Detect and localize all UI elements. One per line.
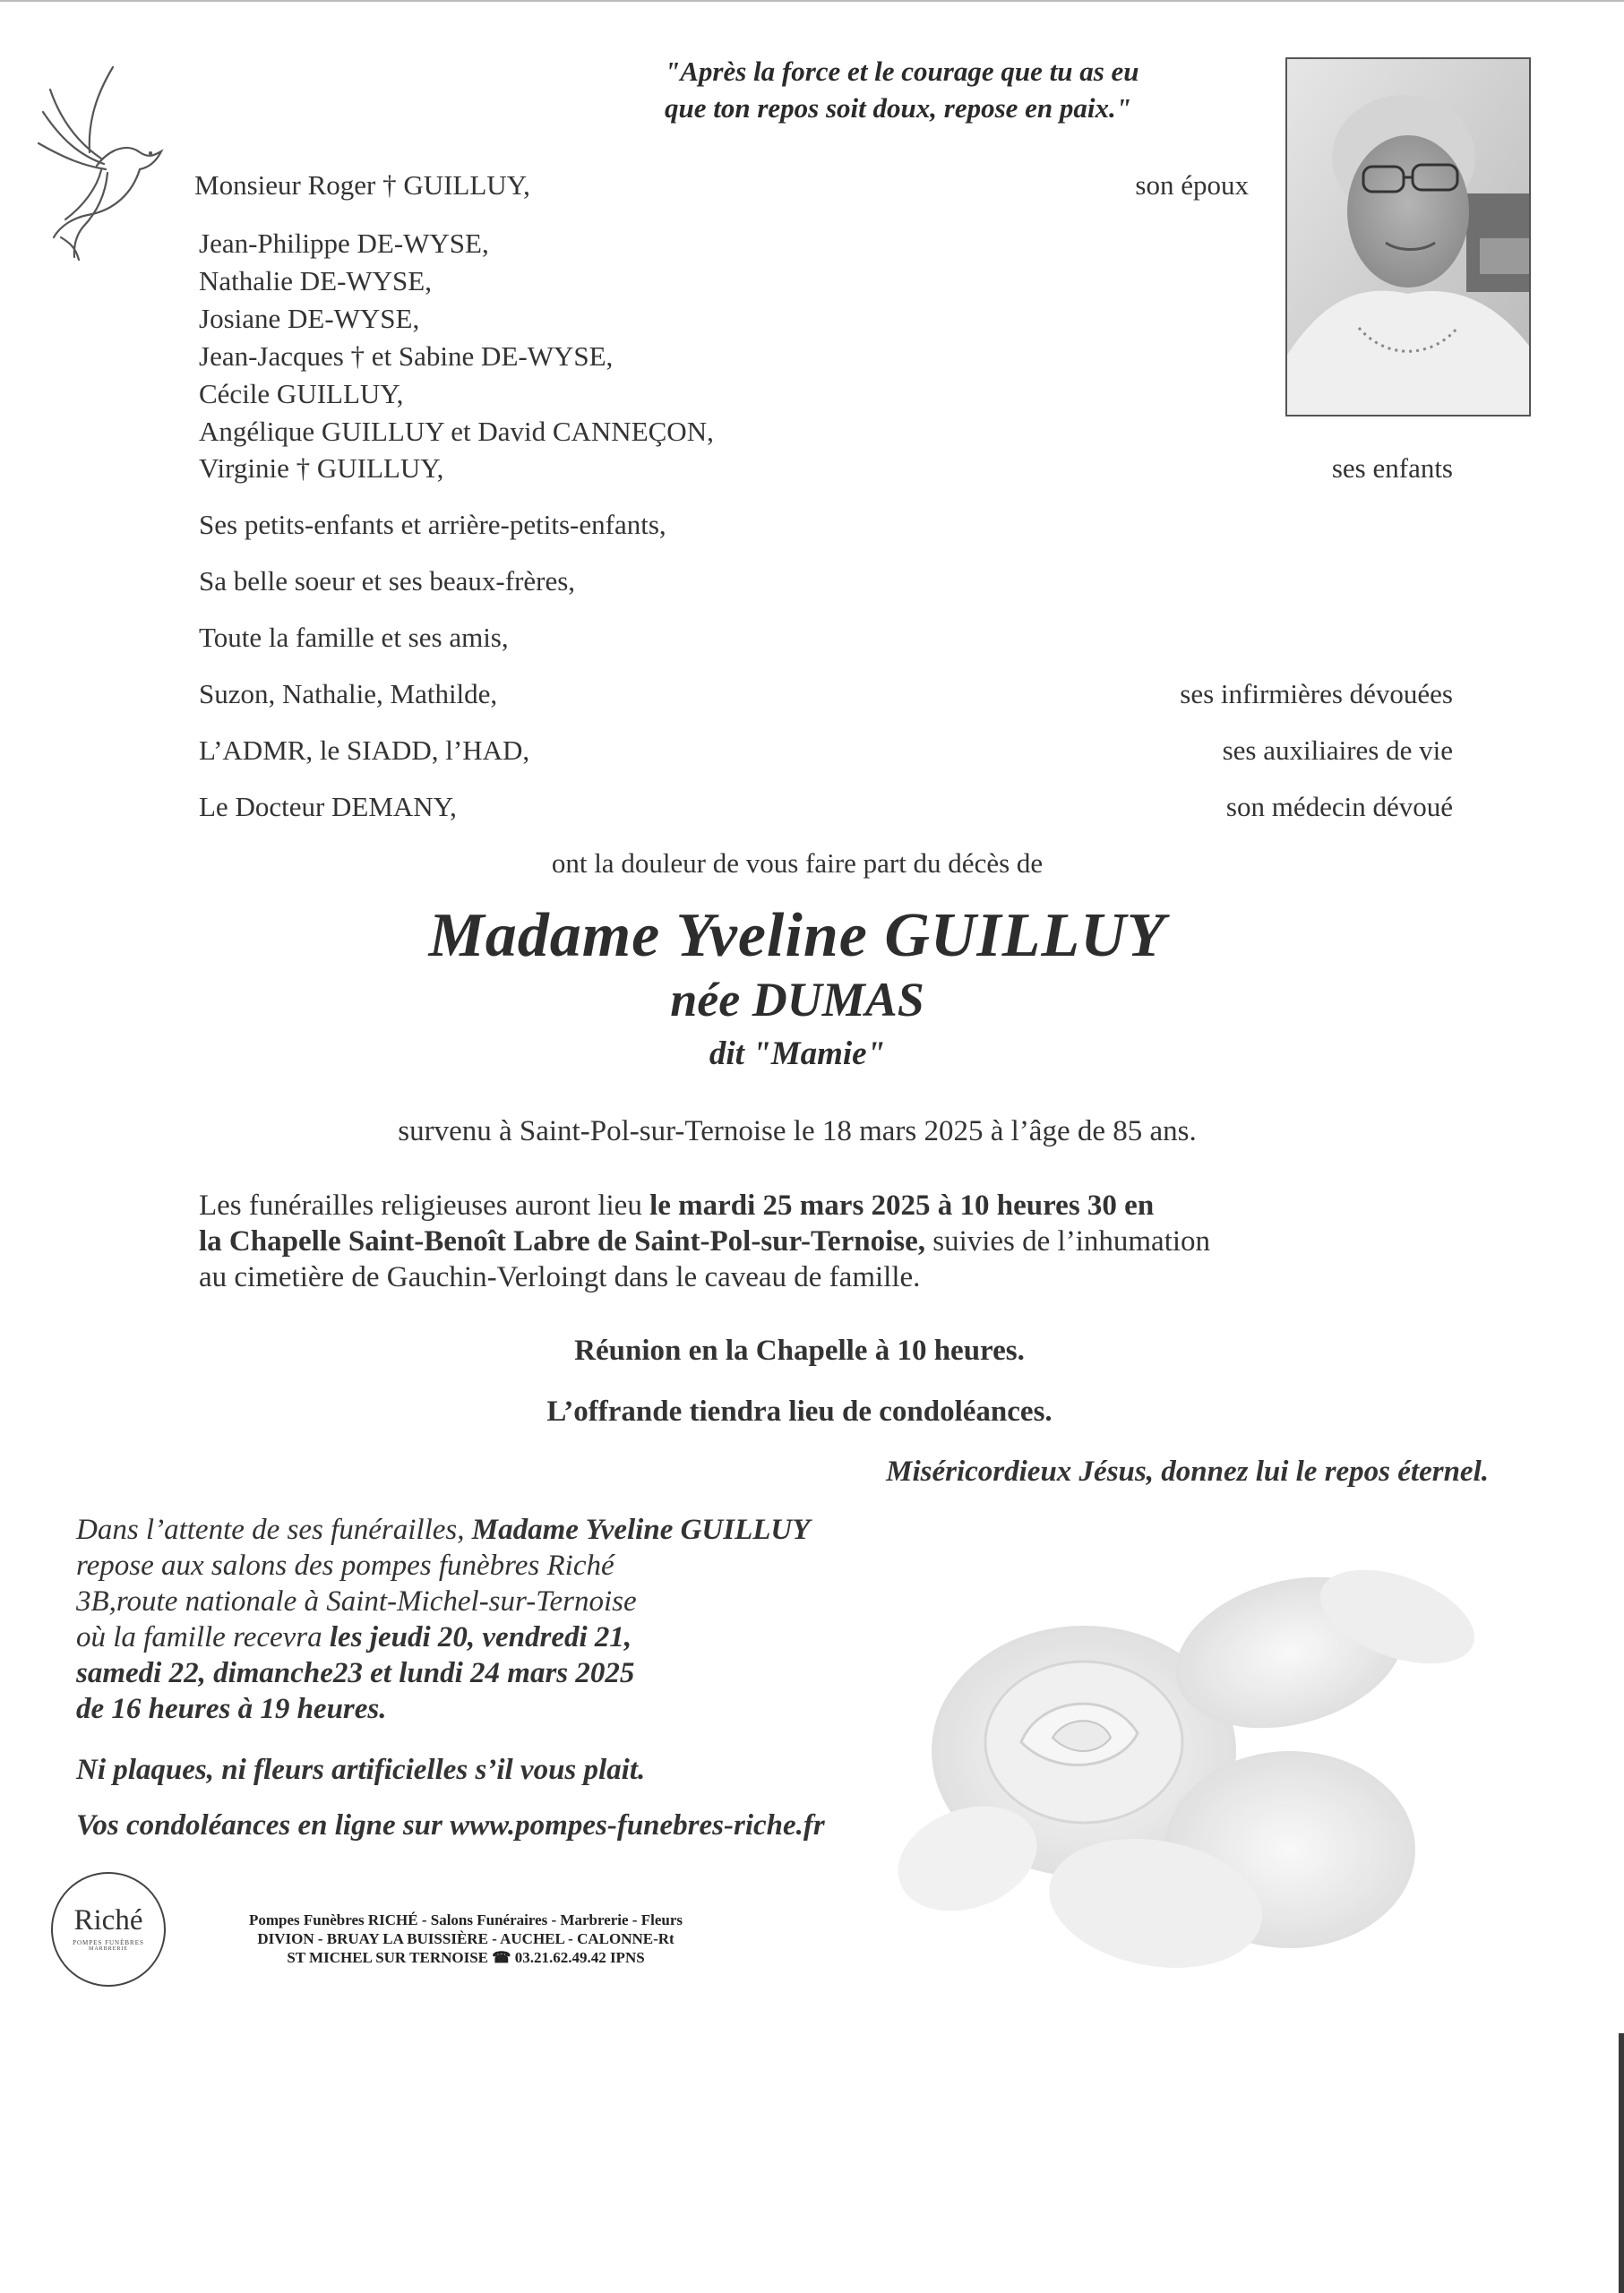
visitation-line-4-text: où la famille recevra — [76, 1621, 330, 1653]
family-name-5: Jean-Jacques † et Sabine DE-WYSE, — [199, 340, 614, 372]
family-relation-helpers: ses auxiliaires de vie — [1222, 734, 1453, 766]
funeral-line-2 — [199, 1225, 1210, 1258]
logo-subtitle-1: POMPES FUNÈBRES — [73, 1939, 144, 1946]
footer-line-1: Pompes Funèbres RICHÉ - Salons Funéraires - Marbrerie - Fleurs — [249, 1911, 683, 1928]
announcement: ont la douleur de vous faire part du décès de — [551, 847, 1044, 879]
family-name-8: Virginie † GUILLUY, — [199, 452, 444, 484]
logo-subtitle-2: MARBRERIE — [88, 1946, 128, 1952]
funeral-line-1 — [199, 1189, 1154, 1223]
logo-text: Riché — [73, 1904, 143, 1937]
family-name-12: Suzon, Nathalie, Mathilde, — [199, 678, 498, 709]
family-name-4: Josiane DE-WYSE, — [199, 303, 420, 334]
footer-line-3: ST MICHEL SUR TERNOISE ☎ 03.21.62.49.42 IPNS — [287, 1949, 645, 1966]
portrait-photo — [1285, 57, 1531, 417]
rose-image — [860, 1563, 1505, 1993]
riche-logo — [51, 1872, 166, 1987]
scan-edge — [0, 0, 1624, 2]
family-name-2: Jean-Philippe DE-WYSE, — [199, 228, 489, 259]
family-relation-children: ses enfants — [1331, 452, 1453, 484]
no-flowers-notice: Ni plaques, ni fleurs artificielles s’il vous plait. — [76, 1754, 646, 1786]
family-relation-doctor: son médecin dévoué — [1225, 791, 1453, 822]
family-name-9: Ses petits-enfants et arrière-petits-enfants, — [199, 509, 666, 540]
footer-line-2: DIVION - BRUAY LA BUISSIÈRE - AUCHEL - CALONNE-Rt — [257, 1930, 675, 1947]
epigraph-line-2: que ton repos soit doux, repose en paix." — [665, 92, 1131, 124]
visitation-line-4 — [76, 1621, 632, 1654]
funeral-date: le mardi 25 mars 2025 à 10 heures 30 en — [649, 1189, 1155, 1222]
visitation-line-1 — [76, 1514, 810, 1547]
deceased-name: Madame Yveline GUILLUY — [428, 901, 1166, 970]
visitation-line-3: 3B,route nationale à Saint-Michel-sur-Ternoise — [76, 1585, 637, 1618]
visitation-days: les jeudi 20, vendredi 21, — [329, 1621, 632, 1653]
visitation-line-2: repose aux salons des pompes funèbres Riché — [76, 1550, 614, 1582]
family-name-10: Sa belle soeur et ses beaux-frères, — [199, 565, 576, 597]
funeral-line-1-text: Les funérailles religieuses auront lieu — [199, 1189, 650, 1222]
family-name-7: Angélique GUILLUY et David CANNEÇON, — [199, 416, 714, 447]
funeral-place: la Chapelle Saint-Benoît Labre de Saint-Pol-sur-Ternoise, — [199, 1225, 925, 1258]
deceased-maiden-name: née DUMAS — [670, 973, 924, 1026]
family-name-1: Monsieur Roger † GUILLUY, — [194, 169, 530, 201]
visitation-line-5: samedi 22, dimanche23 et lundi 24 mars 2025 — [76, 1657, 635, 1689]
funeral-line-3: au cimetière de Gauchin-Verloingt dans le caveau de famille. — [199, 1261, 921, 1293]
family-name-6: Cécile GUILLUY, — [199, 378, 404, 409]
scan-edge-right — [1619, 2033, 1624, 2293]
offering-info: L’offrande tiendra lieu de condoléances. — [546, 1396, 1053, 1428]
family-name-14: Le Docteur DEMANY, — [199, 791, 457, 822]
reunion-info: Réunion en la Chapelle à 10 heures. — [574, 1335, 1025, 1367]
family-name-3: Nathalie DE-WYSE, — [199, 265, 432, 296]
family-name-11: Toute la famille et ses amis, — [199, 622, 509, 653]
prayer: Miséricordieux Jésus, donnez lui le repos éternel. — [886, 1456, 1489, 1488]
deceased-nickname: dit "Mamie" — [709, 1035, 886, 1072]
online-condolences: Vos condoléances en ligne sur www.pompes-funebres-riche.fr — [76, 1809, 825, 1842]
dove-icon — [34, 58, 164, 269]
visitation-name: Madame Yveline GUILLUY — [471, 1514, 811, 1546]
death-info: survenu à Saint-Pol-sur-Ternoise le 18 mars 2025 à l’âge de 85 ans. — [398, 1115, 1197, 1147]
visitation-line-1-text: Dans l’attente de ses funérailles, — [76, 1514, 472, 1546]
family-relation-nurses: ses infirmières dévouées — [1180, 678, 1453, 709]
family-relation-spouse: son époux — [1135, 169, 1249, 201]
epigraph-line-1: "Après la force et le courage que tu as eu — [665, 56, 1139, 87]
funeral-line-2-text: suivies de l’inhumation — [924, 1225, 1211, 1258]
family-name-13: L’ADMR, le SIADD, l’HAD, — [199, 734, 530, 766]
visitation-line-6: de 16 heures à 19 heures. — [76, 1693, 387, 1725]
